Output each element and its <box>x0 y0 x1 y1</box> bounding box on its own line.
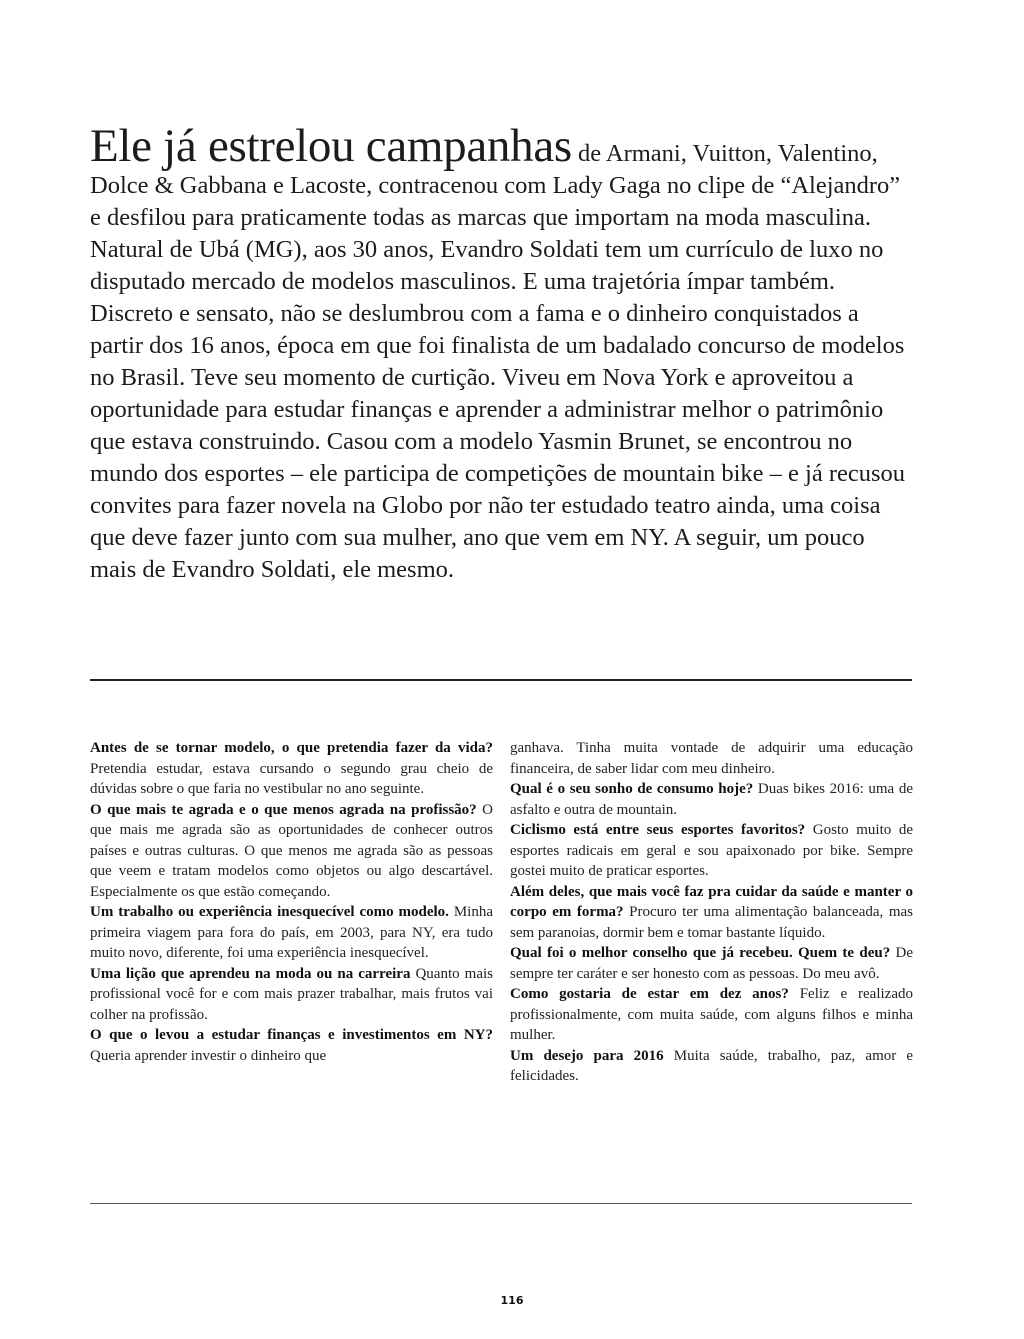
interview-column-right <box>510 738 913 1087</box>
qa-item <box>90 964 493 1026</box>
answer: Duas bikes 2016: uma de asfalto e outra de mountain. <box>510 781 913 818</box>
answer-continuation: ganhava. Tinha muita vontade de adquirir uma educação financeira, de saber lidar com meu dinheiro. <box>510 740 913 777</box>
question: Qual foi o melhor conselho que já recebeu. Quem te deu? <box>510 945 891 961</box>
answer: O que mais me agrada são as oportunidades de conhecer outros países e outras culturas. O que menos me agrada são as pessoas que veem e tratam modelos como objetos ou algo descartável. Especialmente os que estão começando. <box>90 801 493 900</box>
question: Um desejo para 2016 <box>510 1047 664 1064</box>
intro-body: de Armani, Vuitton, Valentino, Dolce & Gabbana e Lacoste, contracenou com Lady Gaga no clipe de “Alejandro” e desfilou para praticamente todas as marcas que importam na moda masculina. Natural de Ubá (MG), aos 30 anos, Evandro Soldati tem um currículo de luxo no disputado mercado de modelos masculinos. E uma trajetória ímpar também. Discreto e sensato, não se deslumbrou com a fama e o dinheiro conquistados a partir dos 16 anos, época em que foi finalista de um badalado concurso de modelos no Brasil. Teve seu momento de curtição. Viveu em Nova York e aproveitou a oportunidade para estudar finanças e aprender a administrar melhor o patrimônio que estava construindo. Casou com a modelo Yasmin Brunet, se encontrou no mundo dos esportes – ele participa de competições de mountain bike – e já recusou convites para fazer novela na Globo por não ter estudado teatro ainda, uma coisa que deve fazer junto com sua mulher, ano que vem em NY. A seguir, um pouco mais de Evandro Soldati, ele mesmo. <box>90 140 906 583</box>
answer: Quanto mais profissional você for e com mais prazer trabalhar, mais frutos vai colher na profissão. <box>90 965 493 1023</box>
question: Além deles, que mais você faz pra cuidar da saúde e manter o corpo em forma? <box>510 883 913 920</box>
qa-item <box>90 800 493 903</box>
answer: Feliz e realizado profissionalmente, com muita saúde, com alguns filhos e minha mulher. <box>510 986 913 1043</box>
qa-item <box>90 738 493 800</box>
qa-item <box>510 984 913 1046</box>
qa-item <box>510 1046 913 1087</box>
question: Qual é o seu sonho de consumo hoje? <box>510 781 754 797</box>
intro-lead: Ele já estrelou campanhas <box>90 120 572 172</box>
bottom-divider <box>90 1203 912 1204</box>
answer: Muita saúde, trabalho, paz, amor e felicidades. <box>510 1047 913 1084</box>
question: Ciclismo está entre seus esportes favoritos? <box>510 822 806 838</box>
qa-item <box>510 779 913 820</box>
answer: Queria aprender investir o dinheiro que <box>90 1047 327 1064</box>
interview-column-left <box>90 738 493 1066</box>
question: Como gostaria de estar em dez anos? <box>510 986 789 1002</box>
qa-item <box>510 943 913 984</box>
qa-item <box>510 820 913 882</box>
question: O que o levou a estudar finanças e investimentos em NY? <box>90 1027 493 1043</box>
question: Um trabalho ou experiência inesquecível como modelo. <box>90 904 449 920</box>
answer: Gosto muito de esportes radicais em geral e sou apaixonado por bike. Sempre gostei muito de praticar esportes. <box>510 822 913 879</box>
page-number: 116 <box>500 1294 524 1307</box>
answer: De sempre ter caráter e ser honesto com as pessoas. Do meu avô. <box>510 945 913 982</box>
qa-item <box>510 882 913 944</box>
answer: Minha primeira viagem para fora do país, em 2003, para NY, era tudo muito novo, diferente, foi uma experiência inesquecível. <box>90 904 493 961</box>
answer: Pretendia estudar, estava cursando o segundo grau cheio de dúvidas sobre o que faria no vestibular no ano seguinte. <box>90 760 493 797</box>
question: O que mais te agrada e o que menos agrada na profissão? <box>90 801 477 818</box>
question: Uma lição que aprendeu na moda ou na carreira <box>90 965 411 982</box>
qa-item <box>90 902 493 964</box>
top-divider <box>90 679 912 681</box>
question: Antes de se tornar modelo, o que pretendia fazer da vida? <box>90 740 493 756</box>
qa-item <box>90 1025 493 1066</box>
answer: Procuro ter uma alimentação balanceada, mas sem paranoias, dormir bem e tomar bastante líquido. <box>510 904 913 941</box>
intro-paragraph <box>90 120 914 586</box>
